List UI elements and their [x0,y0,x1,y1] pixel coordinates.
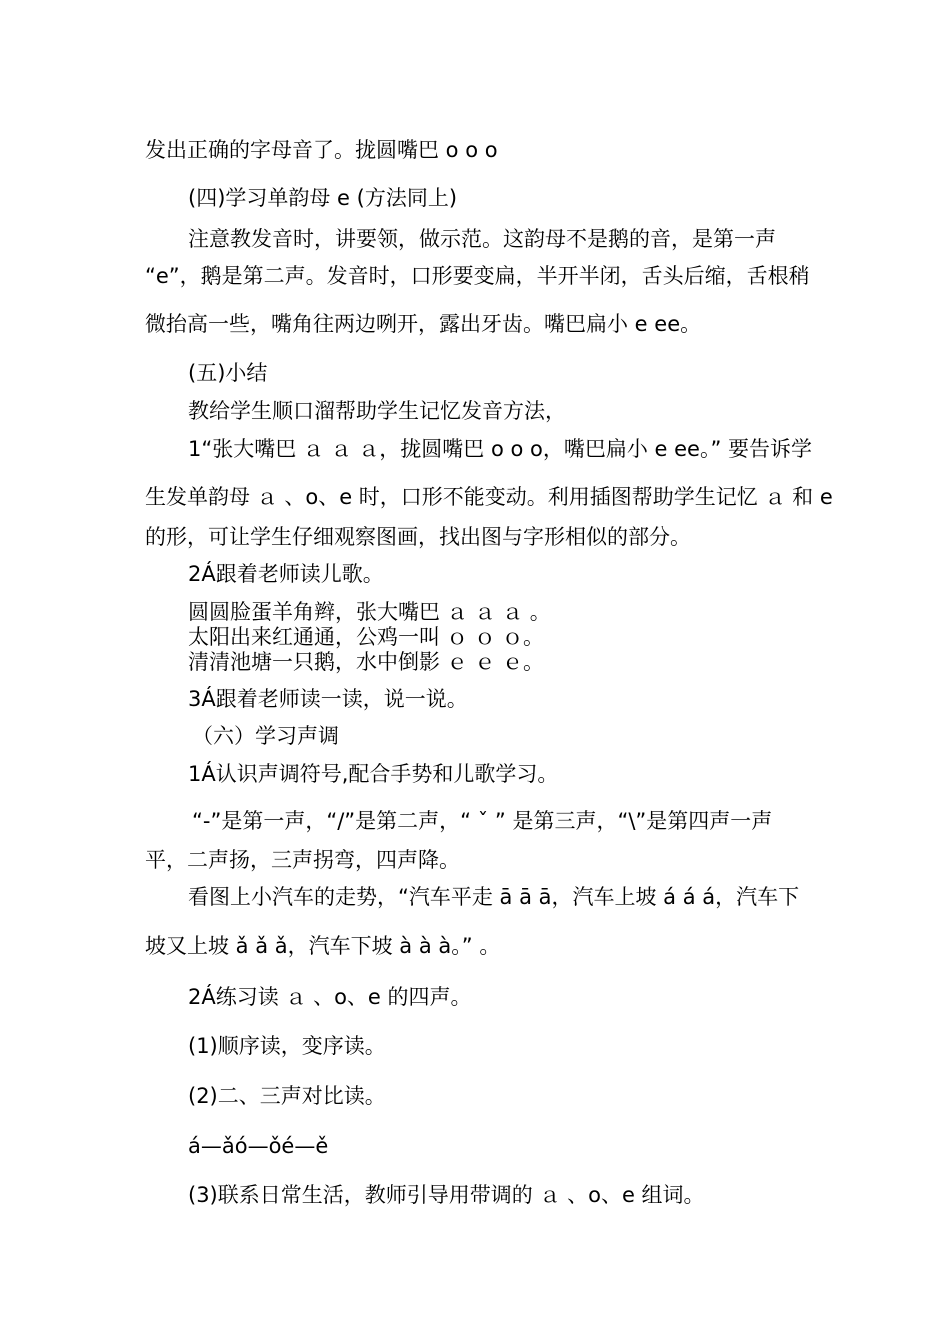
text-line-5: 微抬高一些，嘴角往两边咧开，露出牙齿。嘴巴扁小 e ee。 [145,312,702,336]
text-line-9: 生发单韵母 ａ 、o、e 时，口形不能变动。利用插图帮助学生记忆 ａ 和 e [145,485,833,509]
text-line-15: 3Á跟着老师读一读，说一说。 [188,687,468,711]
poem-line-3: 清清池塘一只鹅，水中倒影 ｅ ｅ ｅ。 [188,650,545,674]
text-line-20: 看图上小汽车的走势，“汽车平走 ā ā ā，汽车上坡 á á á，汽车下 [188,885,800,909]
text-line-21: 坡又上坡 ǎ ǎ ǎ，汽车下坡 à à à。” 。 [145,934,501,958]
text-line-10: 的形，可让学生仔细观察图画，找出图与字形相似的部分。 [145,525,691,549]
text-line-11: 2Á跟着老师读儿歌。 [188,562,384,586]
text-line-24: (2)二、三声对比读。 [188,1084,386,1108]
section-heading-5: (五)小结 [188,361,268,385]
section-heading-6: （六）学习声调 [192,724,339,748]
poem-line-1: 圆圆脸蛋羊角辫，张大嘴巴 ａ ａ ａ 。 [188,600,551,624]
tone-pairs-line: á—ǎó—ǒé—ě [188,1134,329,1158]
text-line-7: 教给学生顺口溜帮助学生记忆发音方法， [188,399,566,423]
text-line-22: 2Á练习读 ａ 、o、e 的四声。 [188,985,472,1009]
text-line-3: 注意教发音时，讲要领，做示范。这韵母不是鹅的音，是第一声 [188,227,776,251]
section-heading-4: (四)学习单韵母 e (方法同上) [188,186,458,210]
text-line-26: (3)联系日常生活，教师引导用带调的 ａ 、o、e 组词。 [188,1183,705,1207]
poem-line-2: 太阳出来红通通，公鸡一叫 ｏ ｏ ｏ。 [188,625,545,649]
text-line-1: 发出正确的字母音了。拢圆嘴巴 o o o [145,138,498,162]
text-line-17: 1Á认识声调符号,配合手势和儿歌学习。 [188,762,559,786]
text-line-23: (1)顺序读，变序读。 [188,1034,386,1058]
text-line-4: “e”，鹅是第二声。发音时，口形要变扁，半开半闭，舌头后缩，舌根稍 [145,264,810,288]
text-line-8: 1“张大嘴巴 ａ ａ ａ，拢圆嘴巴 o o o，嘴巴扁小 e ee。” 要告诉学 [188,437,812,461]
text-line-19: 平，二声扬，三声拐弯，四声降。 [145,848,460,872]
text-line-18: “-”是第一声，“/”是第二声，“ ˇ ” 是第三声，“\”是第四声一声 [192,809,773,833]
